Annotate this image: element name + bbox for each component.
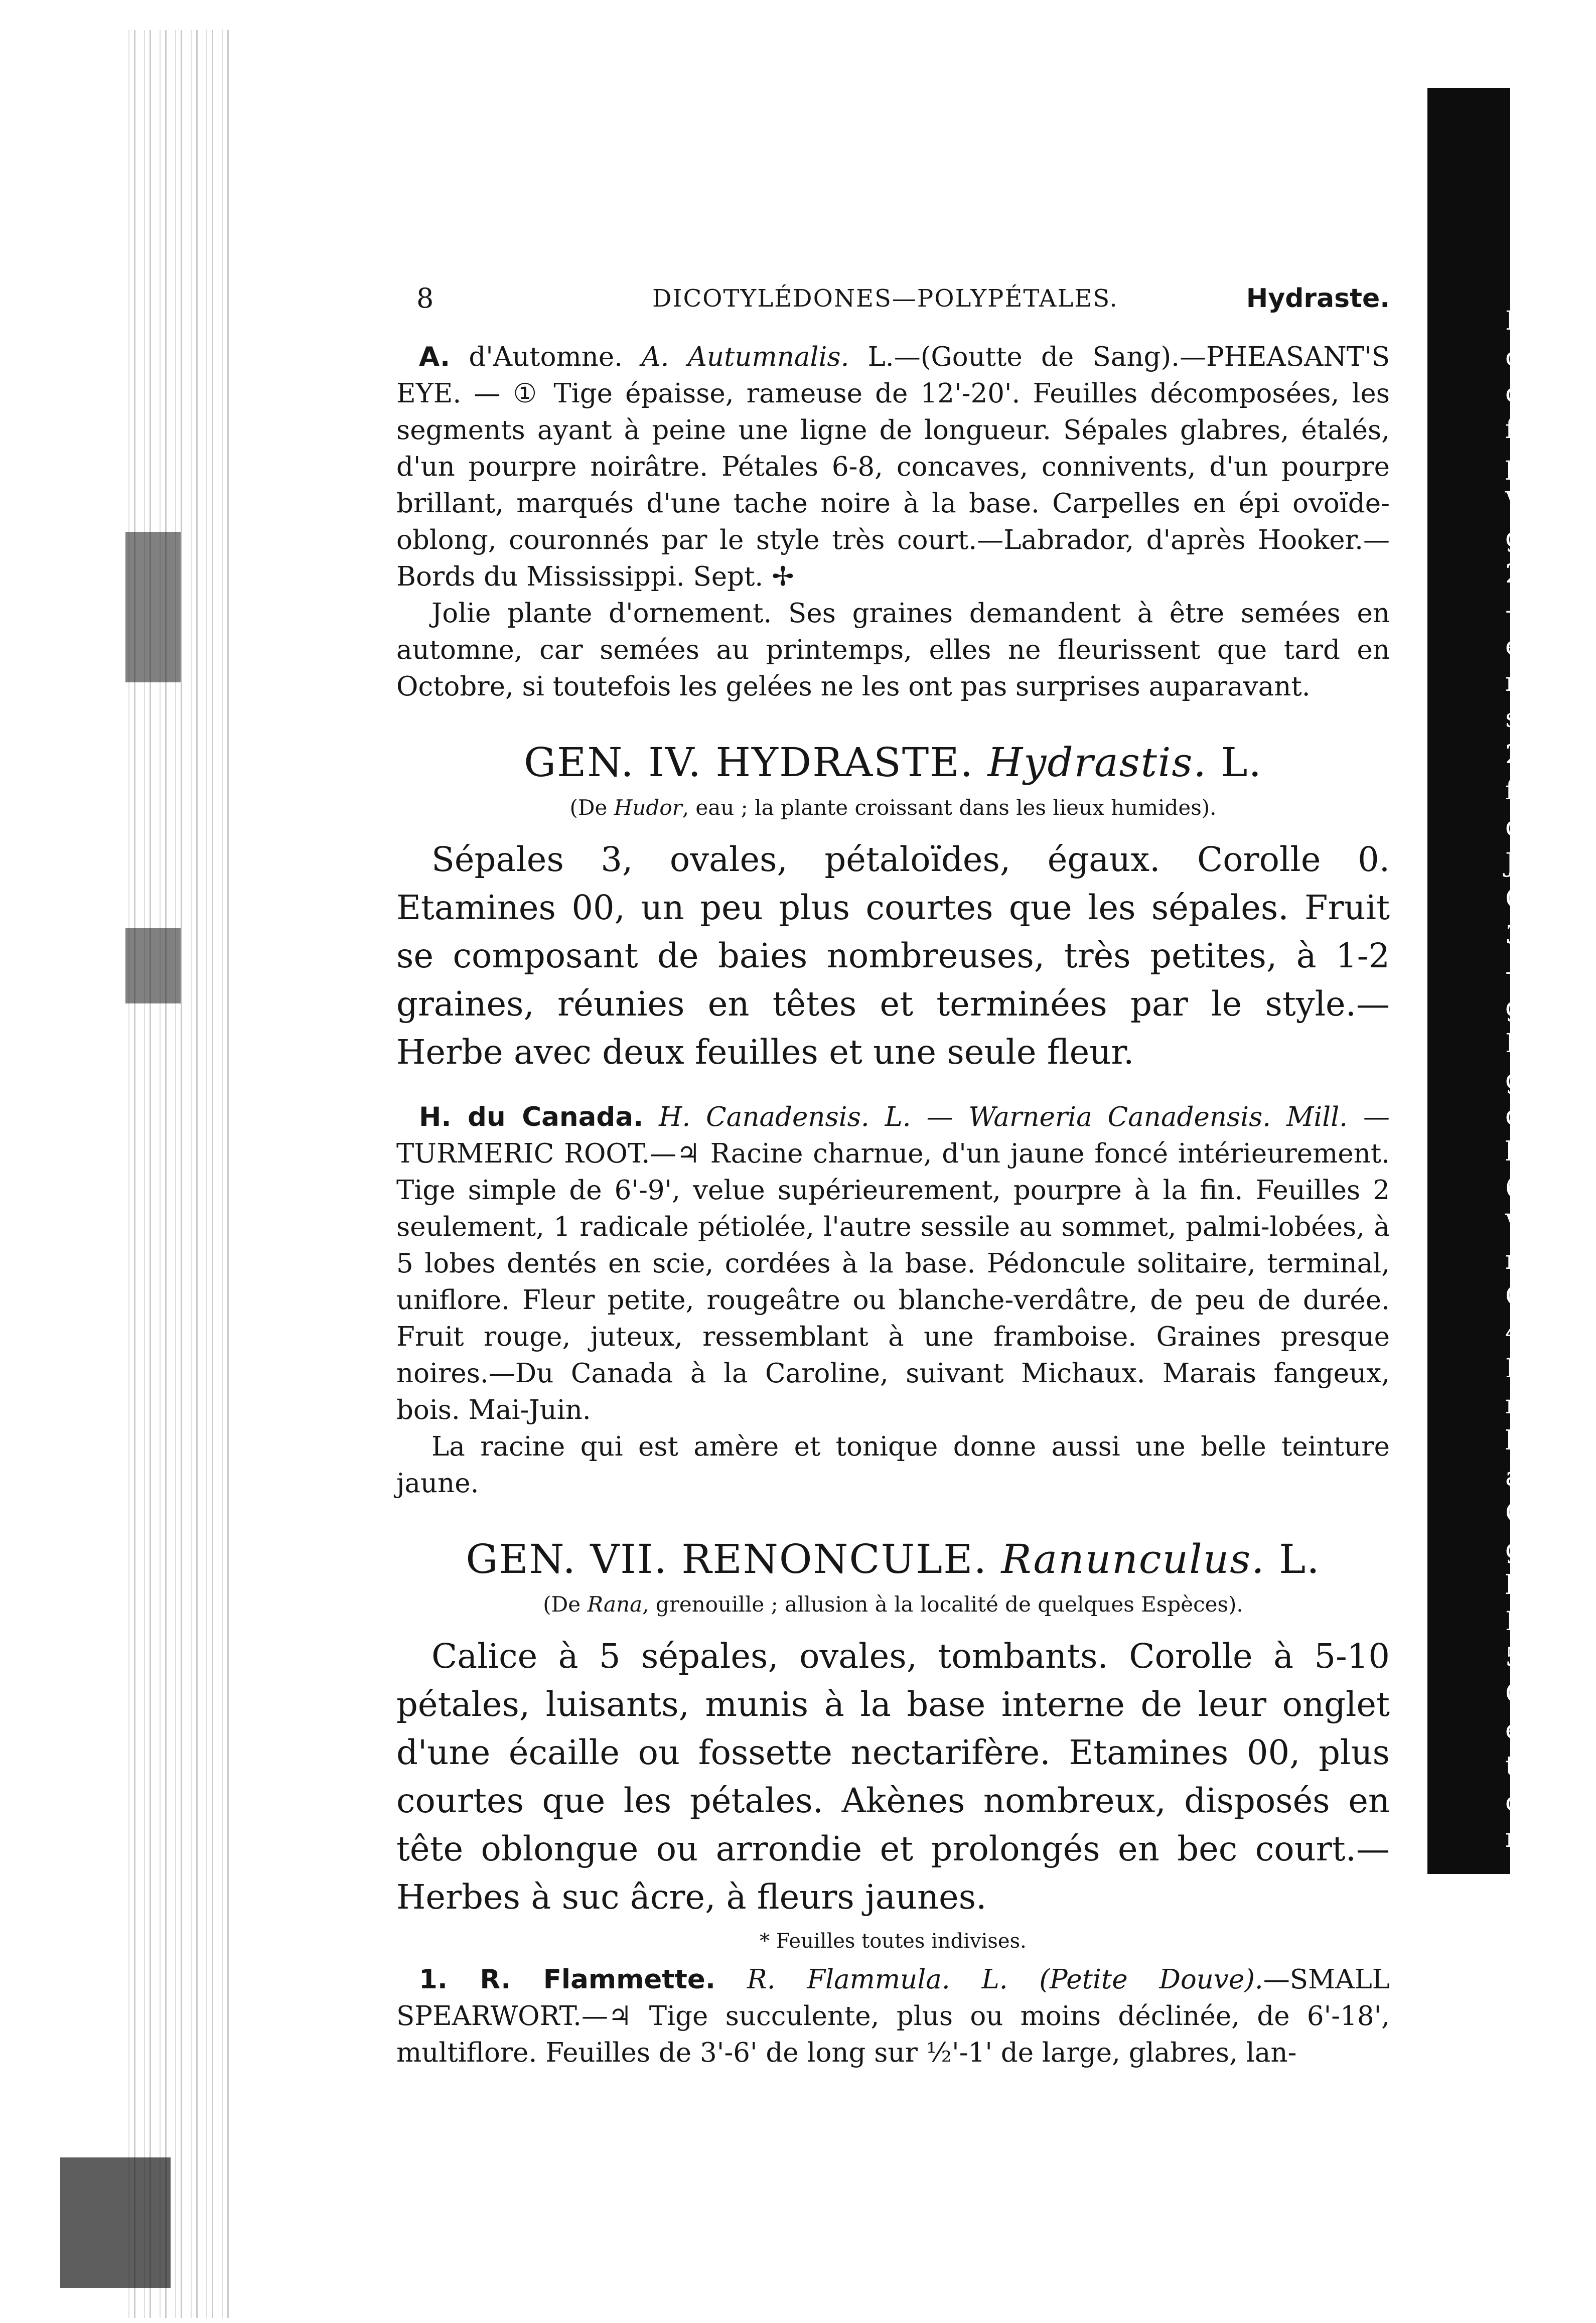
entry-description	[396, 1099, 1390, 1428]
fragment-text: radic	[1505, 1390, 1573, 1420]
fragment-text: glab	[1505, 1065, 1563, 1095]
entry-description	[396, 1961, 1390, 2071]
species-name: d'Automne.	[450, 342, 642, 372]
etymology-word: Rana	[587, 1592, 643, 1617]
fragment-text: —	[1505, 956, 1531, 986]
fragment-text: les c	[1505, 1426, 1565, 1456]
etymology-text: , eau ; la plante croissant dans les lieux humides).	[682, 795, 1217, 820]
fragment-text: long	[1505, 1137, 1563, 1167]
fragment-text: King	[1505, 1607, 1567, 1637]
running-header	[396, 278, 1390, 319]
fragment-text: C	[1505, 884, 1525, 914]
page-number: 8	[416, 282, 434, 314]
etymology-word: Hudor	[614, 795, 682, 820]
genus-heading-renoncule	[396, 1532, 1390, 1587]
fragment-text: R	[1505, 306, 1525, 336]
fragment-text: fèr	[1505, 414, 1543, 445]
species-text: —SMALL SPEARWORT.—♃ Tige succulente, plus ou moins déclinée, de 6'-18', multiflore. Feuilles de 3'-6' de long sur ½'-1' de large, glabres, lan-	[396, 1964, 1390, 2068]
fragment-text: la têt	[1505, 1896, 1574, 1926]
genus-description: Calice à 5 sépales, ovales, tombants. Corolle à 5-10 pétales, luisants, munis à la base interne de leur onglet d'une écaille ou fossette nectarifère. Etamines 00, plus courtes que les pétales. Akènes nombreux, disposés en tête oblongue ou arrondie et prolongés en bec court.—Herbes à suc âcre, à fleurs jaunes.	[396, 1637, 1390, 1917]
species-entry-canada	[396, 1099, 1390, 1502]
genus-title: GEN. IV. HYDRASTE.	[524, 739, 974, 786]
binding-shadow	[125, 928, 181, 1003]
etymology-text: (De	[543, 1592, 588, 1617]
genus-etymology	[396, 1587, 1390, 1622]
binding-shadow	[60, 2157, 171, 2288]
fragment-text: α	[1505, 1101, 1523, 1131]
next-page-fragment	[1425, 306, 1596, 2027]
fragment-text: 6	[1505, 1173, 1522, 1203]
species-latin: H. Canadensis. L. — Warneria Canadensis. Mill.	[643, 1102, 1348, 1132]
fragment-text: ém	[1505, 631, 1546, 661]
page-text-column	[396, 278, 1390, 2071]
series-heading: * Feuilles toutes indivises.	[760, 1930, 1027, 1953]
fragment-text: céc	[1505, 342, 1550, 372]
fragment-text: la d	[1505, 1570, 1554, 1601]
species-entry-flammette	[396, 1961, 1390, 2071]
fragment-text: LEA	[1505, 1354, 1561, 1384]
genus-title: GEN. VII. RENONCULE.	[466, 1536, 987, 1582]
fragment-text: 2	[1505, 559, 1522, 589]
fragment-text: Vi	[1505, 1209, 1532, 1239]
fragment-text: Calic	[1505, 1498, 1572, 1528]
fragment-text: au tc	[1505, 1462, 1571, 1492]
fragment-text: CURS	[1505, 1679, 1585, 1709]
fragment-text: sièr	[1505, 703, 1555, 734]
fragment-text: nomb	[1505, 1823, 1579, 1853]
genus-latin: Ranunculus.	[1001, 1536, 1265, 1582]
species-entry-automne	[396, 339, 1390, 705]
species-name: H. du Canada.	[419, 1102, 644, 1132]
etymology-text: (De	[569, 795, 614, 820]
fragment-text: comm	[1505, 1968, 1585, 1998]
fragment-text: tites,	[1505, 1751, 1572, 1781]
fragment-text: 5.	[1505, 1643, 1530, 1673]
genus-author: L.	[1207, 739, 1262, 786]
fragment-text: Va	[1505, 487, 1537, 517]
fragment-text: cu	[1505, 378, 1537, 408]
fragment-text: glab	[1505, 992, 1563, 1023]
genus-author: L.	[1265, 1536, 1321, 1582]
fragment-text: 3.	[1505, 920, 1530, 950]
fragment-text: Fle	[1505, 1029, 1547, 1059]
species-text: L.—(Goutte de Sang).—PHEASANT'S EYE. — ① Tige épaisse, rameuse de 12'-20'. Feuilles décomposées, les segments ayant à peine une ligne de longueur. Sépales glabres, étalés, d'un pourpre noirâtre. Pétales 6-8, concaves, connivents, d'un pourpre brillant, marqués d'une tache noire à la base. Carpelles en épi ovoïde-oblong, couronnés par le style très court.—Labrador, d'après Hooker.—Bords du Mississippi. Sept. ✢	[396, 342, 1390, 592]
fragment-text: —S	[1505, 595, 1549, 625]
entry-description	[396, 339, 1390, 595]
fragment-text: —Sa	[1505, 1859, 1565, 1890]
fragment-text: crénel	[1505, 1787, 1588, 1817]
genus-description: Sépales 3, ovales, pétaloïdes, égaux. Corolle 0. Etamines 00, un peu plus courtes que les sépales. Fruit se composant de baies nombreuses, très petites, à 1-2 graines, réunies en têtes et terminées par le style.—Herbe avec deux feuilles et une seule fleur.	[396, 840, 1390, 1072]
genus-heading-hydraste	[396, 735, 1390, 790]
section-label: Hydraste.	[1246, 283, 1390, 314]
species-name: 1. R. Flammette.	[419, 1964, 716, 1995]
species-latin: R. Flammula. L. (Petite Douve).	[715, 1964, 1263, 1995]
running-title: DICOTYLÉDONES—POLYPÉTALES.	[652, 284, 1118, 313]
species-abbrev: A.	[419, 342, 451, 372]
fragment-text: pe	[1505, 451, 1538, 481]
entry-note: Jolie plante d'ornement. Ses graines demandent à être semées en automne, car semées au printemps, elles ne fleurissent que tard en Octobre, si toutefois les gelées ne les ont pas surprises auparavant.	[396, 598, 1390, 702]
fragment-text: rad	[1505, 667, 1550, 697]
fragment-text: les esp	[1505, 1932, 1596, 1962]
species-text: —TURMERIC ROOT.—♃ Racine charnue, d'un jaune foncé intérieurement. Tige simple de 6'-9', velue supérieurement, pourpre à la fin. Feuilles 2 seulement, 1 radicale pétiolée, l'autre sessile au sommet, palmi-lobées, à 5 lobes dentés en scie, cordées à la base. Pédoncule solitaire, terminal, uniflore. Fleur petite, rougeâtre ou blanche-verdâtre, de peu de durée. Fruit rouge, juteux, ressemblant à une framboise. Graines presque noires.—Du Canada à la Caroline, suivant Michaux. Marais fangeux, bois. Mai-Juin.	[396, 1102, 1390, 1425]
genus-etymology	[396, 790, 1390, 825]
fragment-text: épai	[1505, 1715, 1561, 1745]
fragment-text: 2'-6	[1505, 740, 1555, 770]
fragment-text: mid	[1505, 1245, 1555, 1275]
fragment-text: de l	[1505, 812, 1554, 842]
genus-latin: Hydrastis.	[987, 739, 1207, 786]
fragment-text: Cha	[1505, 1281, 1558, 1312]
etymology-text: , grenouille ; allusion à la localité de quelques Espèces).	[642, 1592, 1243, 1617]
entry-note: La racine qui est amère et tonique donne aussi une belle teinture jaune.	[396, 1431, 1390, 1499]
binding-shadow	[125, 532, 181, 682]
fragment-text: globu	[1505, 1534, 1580, 1564]
fragment-text: gra	[1505, 523, 1550, 553]
species-latin: A. Autumnalis.	[641, 342, 849, 372]
fragment-text: 4.	[1505, 1318, 1530, 1348]
fragment-text: fos	[1505, 776, 1544, 806]
binding-edge	[125, 30, 231, 2318]
fragment-text: Jui	[1505, 848, 1541, 878]
